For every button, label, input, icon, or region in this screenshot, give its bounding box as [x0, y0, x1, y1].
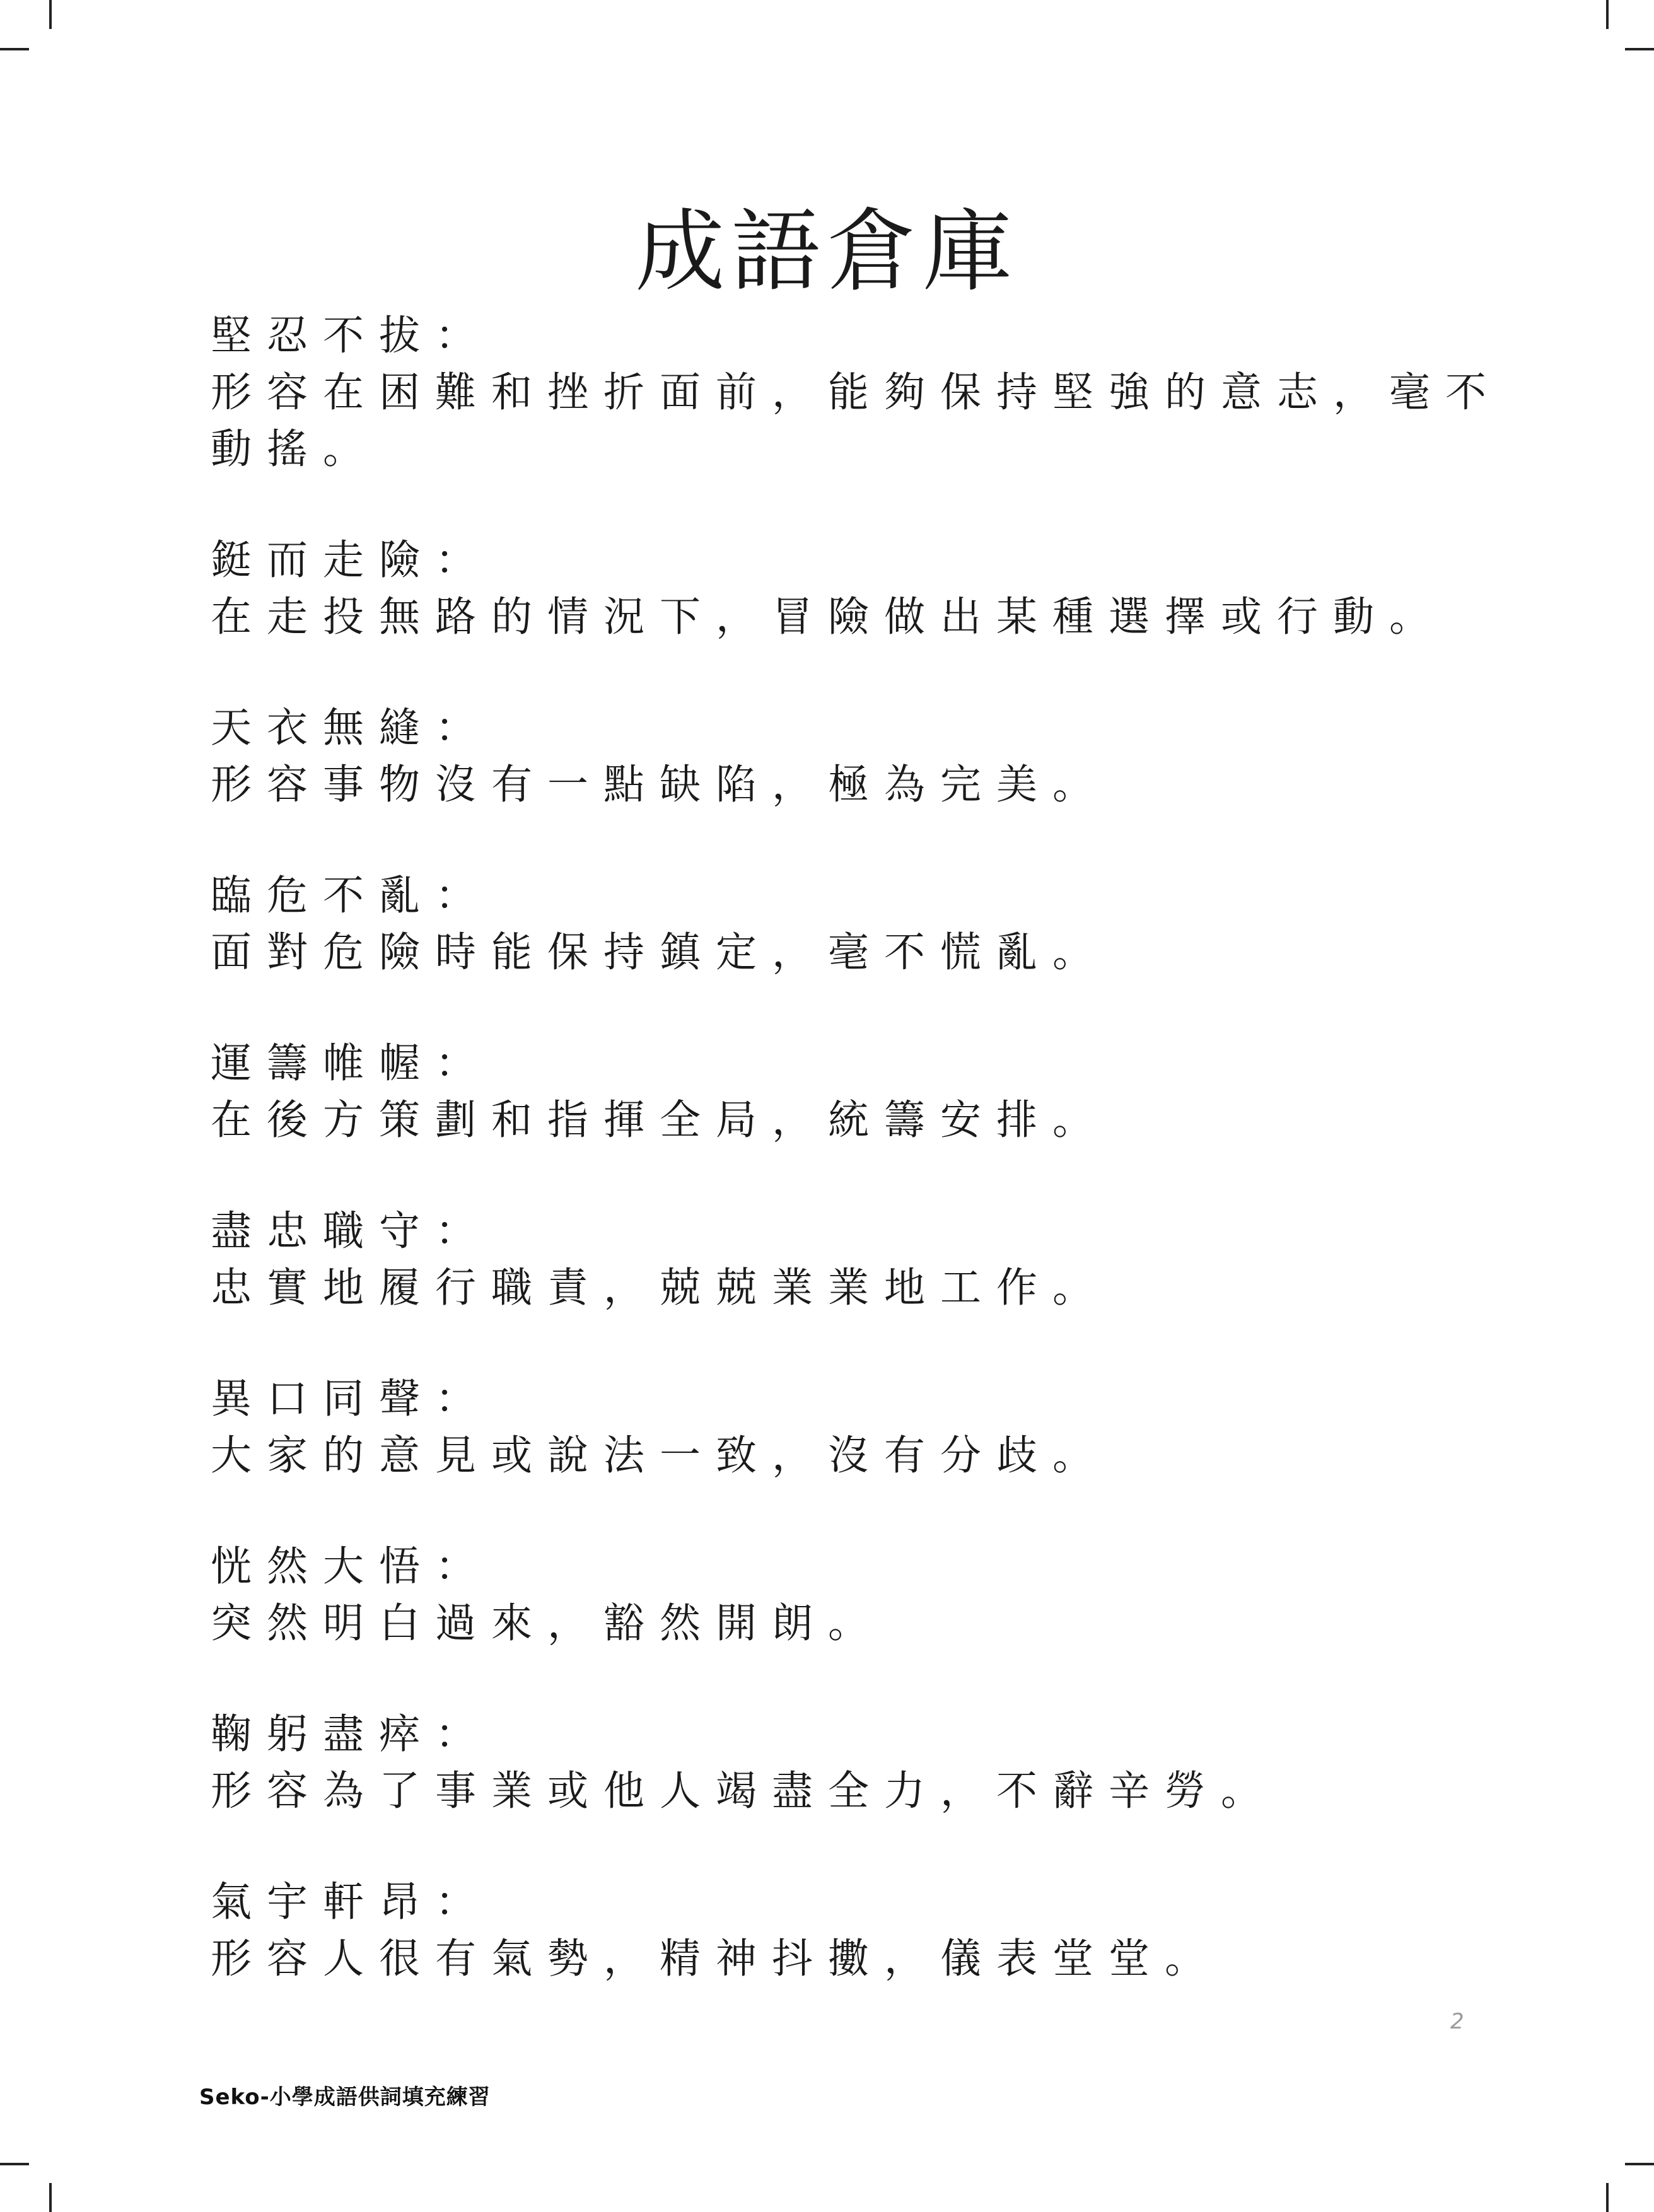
idiom-list — [211, 308, 1522, 2042]
page-title: 成語倉庫 — [635, 200, 1019, 305]
idiom-definition: 大家的意見或說法一致，沒有分歧。 — [211, 1432, 1109, 1479]
crop-mark-bottom-left — [49, 2183, 52, 2212]
idiom-definition: 形容事物沒有一點缺陷，極為完美。 — [211, 761, 1109, 808]
idiom-definition: 在走投無路的情況下，冒險做出某種選擇或行動。 — [211, 593, 1446, 641]
idiom-entry — [211, 868, 1522, 981]
crop-mark-bottom-left-h — [0, 2163, 29, 2165]
page-number: 2 — [1450, 2009, 1464, 2034]
idiom-entry — [211, 1539, 1522, 1652]
idiom-term: 氣宇軒昂： — [211, 1878, 492, 1926]
crop-mark-top-left — [49, 0, 52, 29]
idiom-definition: 忠實地履行職責，兢兢業業地工作。 — [211, 1264, 1109, 1312]
idiom-entry — [211, 1203, 1522, 1317]
crop-mark-top-right-h — [1625, 48, 1654, 50]
idiom-term: 運籌帷幄： — [211, 1040, 492, 1087]
idiom-definition: 形容在困難和挫折面前，能夠保持堅強的意志，毫不動搖。 — [211, 369, 1502, 473]
footer-label: Seko-小學成語供詞填充練習 — [199, 2085, 491, 2110]
idiom-definition: 在後方策劃和指揮全局，統籌安排。 — [211, 1097, 1109, 1144]
crop-mark-top-right — [1606, 0, 1609, 29]
idiom-entry — [211, 700, 1522, 813]
idiom-entry — [211, 1706, 1522, 1820]
idiom-term: 恍然大悟： — [211, 1543, 492, 1590]
idiom-definition: 面對危險時能保持鎮定，毫不慌亂。 — [211, 929, 1109, 976]
crop-mark-bottom-right-h — [1625, 2163, 1654, 2165]
idiom-definition: 形容人很有氣勢，精神抖擻，儀表堂堂。 — [211, 1935, 1221, 1982]
idiom-definition: 突然明白過來，豁然開朗。 — [211, 1600, 885, 1647]
idiom-term: 異口同聲： — [211, 1375, 492, 1423]
idiom-term: 鋌而走險： — [211, 537, 492, 584]
idiom-entry — [211, 1371, 1522, 1484]
idiom-definition: 形容為了事業或他人竭盡全力，不辭辛勞。 — [211, 1767, 1278, 1815]
idiom-entry — [211, 532, 1522, 646]
idiom-term: 鞠躬盡瘁： — [211, 1711, 492, 1758]
idiom-entry — [211, 1874, 1522, 1988]
idiom-term: 臨危不亂： — [211, 872, 492, 919]
idiom-term: 盡忠職守： — [211, 1208, 492, 1255]
idiom-term: 天衣無縫： — [211, 704, 492, 752]
idiom-entry — [211, 308, 1522, 478]
crop-mark-bottom-right — [1606, 2183, 1609, 2212]
crop-mark-top-left-h — [0, 48, 29, 50]
idiom-term: 堅忍不拔： — [211, 312, 492, 359]
idiom-entry — [211, 1035, 1522, 1149]
